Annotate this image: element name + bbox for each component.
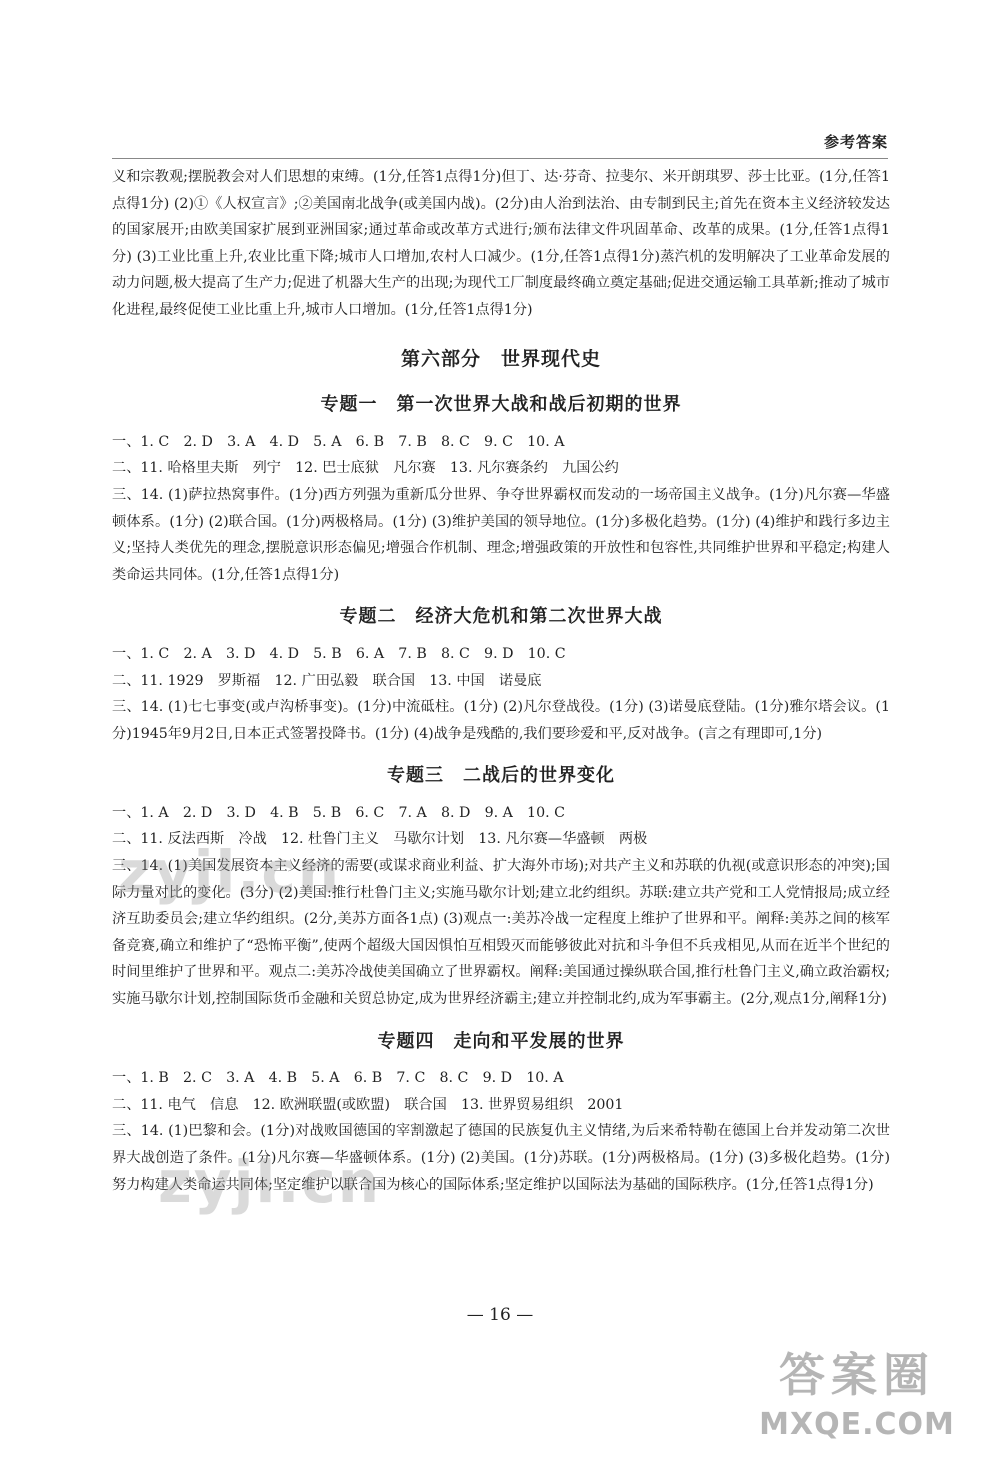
answer-line-fill: 二、11. 哈格里夫斯 列宁 12. 巴士底狱 凡尔赛 13. 凡尔赛条约 九国公约	[112, 460, 619, 477]
topic-title: 专题二 经济大危机和第二次世界大战	[339, 606, 663, 628]
intro-paragraph: 义和宗教观;摆脱教会对人们思想的束缚。(1分,任答1点得1分)但丁、达·芬奇、拉斐尔、米开朗琪罗、莎士比亚。(1分,任答1点得1分) (2)①《人权宣言》;②美国南北战争(或美国内战)。(2分)由人治到法治、由专制到民主;首先在资本主义经济较发达的国家展开;由欧美国家扩展到亚洲国家;通过革命或改革方式进行;颁布法律文件巩固革命、改革的成果。(1分,任答1点得1分) (3)工业比重上升,农业比重下降;城市人口增加,农村人口减少。(1分,任答1点得1分)蒸汽机的发明解决了工业革命发展的动力问题,极大提高了生产力;促进了机器大生产的出现;为现代工厂制度最终确立奠定基础;促进交通运输工具革新;推动了城市化进程,最终促使工业比重上升,城市人口增加。(1分,任答1点得1分)	[112, 169, 890, 318]
topic-title: 专题一 第一次世界大战和战后初期的世界	[320, 394, 682, 416]
answer-line-essay: 三、14. (1)七七事变(或卢沟桥事变)。(1分)中流砥柱。(1分) (2)凡尔登战役。(1分) (3)诺曼底登陆。(1分)雅尔塔会议。(1分)1945年9月2日,日本正式签署投降书。(1分) (4)战争是残酷的,我们要珍爱和平,反对战争。(言之有理即可,1分)	[112, 699, 890, 742]
topic-section-4	[112, 1029, 890, 1199]
answer-line-essay: 三、14. (1)萨拉热窝事件。(1分)西方列强为重新瓜分世界、争夺世界霸权而发动的一场帝国主义战争。(1分)凡尔赛—华盛顿体系。(1分) (2)联合国。(1分)两极格局。(1分) (3)维护美国的领导地位。(1分)多极化趋势。(1分) (4)维护和践行多边主义;坚持人类优先的理念,摆脱意识形态偏见;增强合作机制、理念;增强政策的开放性和包容性,共同维护世界和平稳定;构建人类命运共同体。(1分,任答1点得1分)	[112, 486, 890, 583]
running-header: 参考答案	[823, 133, 888, 151]
site-watermark: zyjl.cn	[118, 838, 342, 906]
answer-line-fill: 二、11. 电气 信息 12. 欧洲联盟(或欧盟) 联合国 13. 世界贸易组织 2001	[112, 1096, 624, 1113]
part-title: 第六部分 世界现代史	[400, 347, 601, 370]
page-number: — 16 —	[466, 1305, 534, 1325]
answer-line-choice: 一、1. C 2. A 3. D 4. D 5. B 6. A 7. B 8. C 9. D 10. C	[112, 645, 566, 662]
answer-line-choice: 一、1. B 2. C 3. A 4. B 5. A 6. B 7. C 8. C 9. D 10. A	[112, 1070, 564, 1087]
answer-line-fill: 二、11. 反法西斯 冷战 12. 杜鲁门主义 马歇尔计划 13. 凡尔赛—华盛顿 两极	[112, 831, 648, 848]
logo-url: MXQE.COM	[759, 1407, 955, 1442]
answer-line-choice: 一、1. A 2. D 3. D 4. B 5. B 6. C 7. A 8. D 9. A 10. C	[112, 804, 565, 821]
topic-section-3	[112, 763, 890, 1012]
answer-content	[112, 164, 890, 1198]
logo-text: 答案圈	[779, 1348, 935, 1402]
topic-section-1	[112, 392, 890, 588]
topic-title: 专题四 走向和平发展的世界	[377, 1030, 625, 1052]
site-watermark: zyjl.cn	[158, 1148, 382, 1216]
answer-line-choice: 一、1. C 2. D 3. A 4. D 5. A 6. B 7. B 8. C 9. C 10. A	[112, 433, 565, 450]
answer-line-essay: 三、14. (1)美国发展资本主义经济的需要(或谋求商业利益、扩大海外市场);对共产主义和苏联的仇视(或意识形态的冲突);国际力量对比的变化。(3分) (2)美国:推行杜鲁门主义;实施马歇尔计划;建立北约组织。苏联:建立共产党和工人党情报局;成立经济互助委员会;建立华约组织。(2分,美苏方面各1点) (3)观点一:美苏冷战一定程度上维护了世界和平。阐释:美苏之间的核军备竞赛,确立和维护了“恐怖平衡”,使两个超级大国因惧怕互相毁灭而能够彼此对抗和斗争但不兵戎相见,从而在近半个世纪的时间里维护了世界和平。观点二:美苏冷战使美国确立了世界霸权。阐释:美国通过操纵联合国,推行杜鲁门主义,确立政治霸权;实施马歇尔计划,控制国际货币金融和关贸总协定,成为世界经济霸主;建立并控制北约,成为军事霸主。(2分,观点1分,阐释1分)	[112, 858, 890, 1008]
header-divider	[112, 158, 888, 159]
topic-title: 专题三 二战后的世界变化	[387, 765, 615, 787]
topic-section-2	[112, 604, 890, 747]
answer-line-fill: 二、11. 1929 罗斯福 12. 广田弘毅 联合国 13. 中国 诺曼底	[112, 672, 542, 689]
answer-line-essay: 三、14. (1)巴黎和会。(1分)对战败国德国的宰割激起了德国的民族复仇主义情绪,为后来希特勒在德国上台并发动第二次世界大战创造了条件。(1分)凡尔赛—华盛顿体系。(1分) (2)美国。(1分)苏联。(1分)两极格局。(1分) (3)多极化趋势。(1分)努力构建人类命运共同体;坚定维护以联合国为核心的国际体系;坚定维护以国际法为基础的国际秩序。(1分,任答1点得1分)	[112, 1123, 890, 1193]
answer-logo-watermark	[732, 1343, 982, 1463]
